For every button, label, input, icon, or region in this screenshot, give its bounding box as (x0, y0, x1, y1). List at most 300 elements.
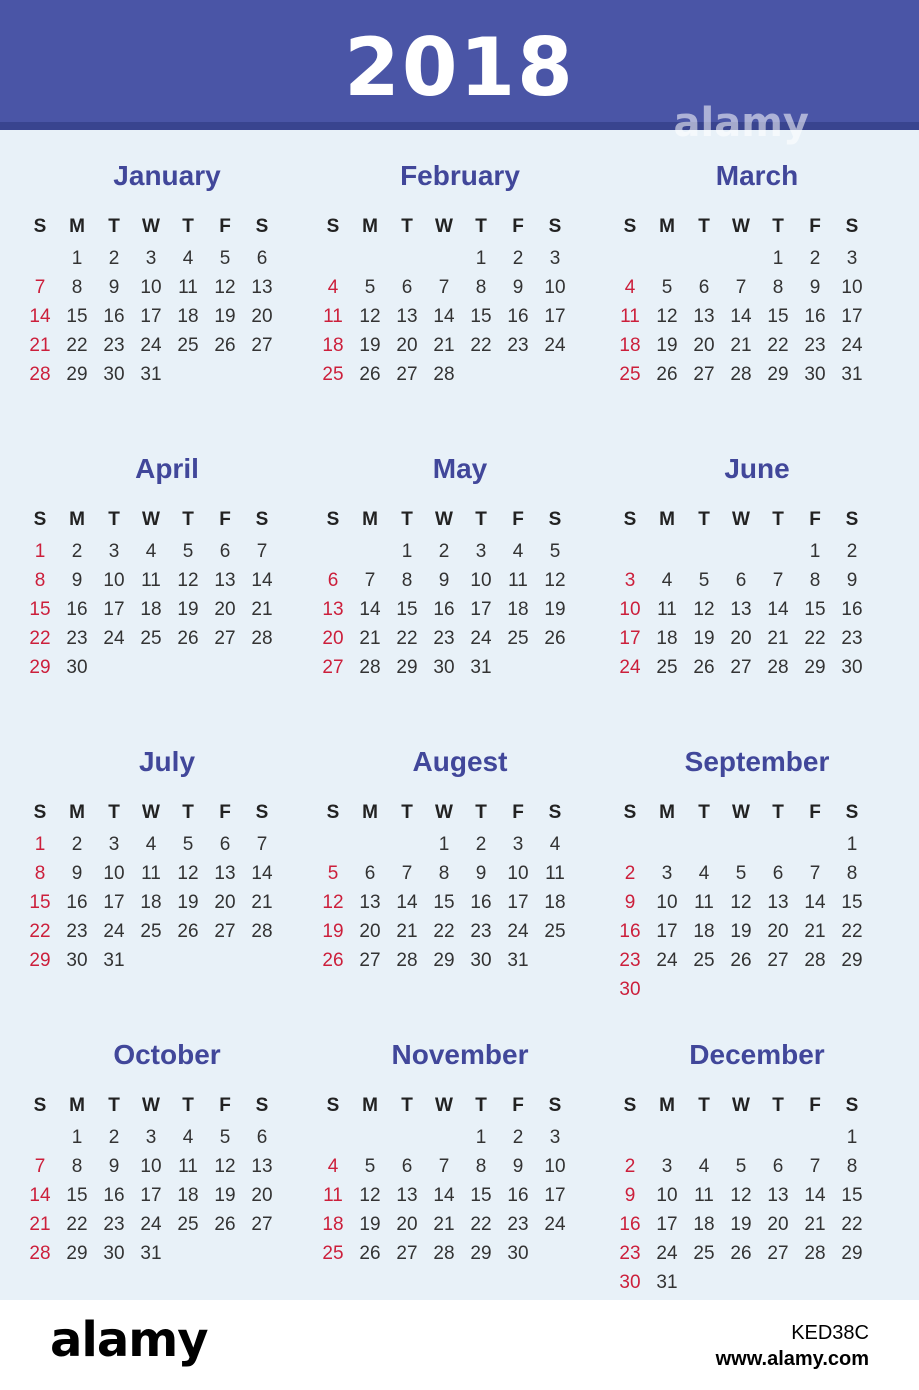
day-cell: 14 (359, 599, 381, 620)
day-cell: 7 (438, 277, 450, 298)
day-cell: 16 (804, 306, 826, 327)
day-cell: 6 (364, 863, 376, 884)
weekday-label: S (326, 216, 340, 237)
day-cell: 5 (219, 1127, 231, 1148)
day-cell: 19 (359, 1214, 381, 1235)
day-cell: 9 (512, 277, 524, 298)
weekday-label: S (548, 1095, 562, 1116)
day-cell: 11 (694, 892, 714, 913)
day-cell: 28 (251, 628, 273, 649)
day-cell: 12 (730, 892, 752, 913)
weekday-label: T (108, 509, 120, 530)
weekday-label: S (326, 1095, 340, 1116)
day-cell: 26 (730, 1243, 752, 1264)
day-cell: 26 (693, 657, 715, 678)
day-cell: 17 (656, 1214, 678, 1235)
day-cell: 24 (656, 1243, 678, 1264)
day-cell: 26 (359, 364, 381, 385)
day-cell: 28 (804, 950, 826, 971)
month-april (22, 423, 312, 683)
day-cell: 18 (322, 335, 344, 356)
month-july (22, 716, 312, 976)
day-cell: 7 (401, 863, 413, 884)
day-cell: 8 (401, 570, 413, 591)
day-cell: 23 (103, 1214, 125, 1235)
day-cell: 25 (140, 921, 162, 942)
day-cell: 31 (140, 364, 162, 385)
day-cell: 24 (140, 335, 162, 356)
day-cell: 19 (730, 1214, 752, 1235)
day-cell: 26 (656, 364, 678, 385)
day-cell: 16 (103, 1185, 125, 1206)
weekday-label: F (512, 216, 524, 237)
weekday-label: W (435, 802, 453, 823)
day-cell: 4 (512, 541, 524, 562)
day-cell: 20 (214, 892, 236, 913)
day-cell: 21 (730, 335, 752, 356)
weekday-label: M (362, 1095, 378, 1116)
weekday-label: T (772, 1095, 784, 1116)
month-june (612, 423, 902, 683)
day-cell: 7 (772, 570, 784, 591)
month-name: May (432, 453, 488, 484)
day-cell: 25 (693, 1243, 715, 1264)
day-cell: 21 (433, 335, 455, 356)
day-cell: 5 (364, 277, 376, 298)
day-cell: 2 (475, 834, 487, 855)
day-cell: 6 (219, 834, 231, 855)
day-cell: 20 (767, 1214, 789, 1235)
day-cell: 27 (251, 335, 273, 356)
day-cell: 16 (841, 599, 863, 620)
day-cell: 3 (145, 1127, 157, 1148)
day-cell: 16 (507, 1185, 529, 1206)
day-cell: 14 (251, 570, 273, 591)
day-cell: 10 (140, 277, 162, 298)
day-cell: 22 (841, 921, 863, 942)
weekday-label: M (69, 509, 85, 530)
weekday-label: F (512, 802, 524, 823)
day-cell: 9 (512, 1156, 524, 1177)
day-cell: 28 (730, 364, 752, 385)
day-cell: 25 (322, 1243, 344, 1264)
day-cell: 3 (512, 834, 524, 855)
day-cell: 11 (323, 1185, 343, 1206)
day-cell: 21 (251, 892, 273, 913)
day-cell: 27 (693, 364, 715, 385)
day-cell: 19 (544, 599, 566, 620)
day-cell: 4 (327, 277, 339, 298)
day-cell: 1 (34, 541, 46, 562)
day-cell: 12 (177, 570, 199, 591)
weekday-label: M (69, 1095, 85, 1116)
day-cell: 28 (433, 1243, 455, 1264)
day-cell: 22 (767, 335, 789, 356)
day-cell: 2 (71, 541, 83, 562)
day-cell: 21 (433, 1214, 455, 1235)
day-cell: 13 (359, 892, 381, 913)
day-cell: 10 (841, 277, 863, 298)
weekday-label: S (326, 509, 340, 530)
day-cell: 18 (656, 628, 678, 649)
day-cell: 16 (619, 1214, 641, 1235)
day-cell: 4 (327, 1156, 339, 1177)
day-cell: 19 (322, 921, 344, 942)
weekday-label: S (255, 802, 269, 823)
weekday-label: S (623, 1095, 637, 1116)
day-cell: 22 (470, 1214, 492, 1235)
weekday-label: F (809, 1095, 821, 1116)
day-cell: 17 (619, 628, 641, 649)
day-cell: 31 (103, 950, 125, 971)
day-cell: 9 (624, 1185, 636, 1206)
day-cell: 27 (396, 1243, 418, 1264)
day-cell: 5 (364, 1156, 376, 1177)
weekday-label: M (659, 216, 675, 237)
weekday-label: T (698, 1095, 710, 1116)
month-february (315, 130, 605, 390)
weekday-label: W (732, 1095, 750, 1116)
day-cell: 12 (730, 1185, 752, 1206)
day-cell: 25 (322, 364, 344, 385)
day-cell: 7 (364, 570, 376, 591)
weekday-label: S (33, 216, 47, 237)
day-cell: 2 (512, 1127, 524, 1148)
day-cell: 20 (322, 628, 344, 649)
day-cell: 22 (396, 628, 418, 649)
day-cell: 11 (178, 1156, 198, 1177)
day-cell: 9 (108, 277, 120, 298)
weekday-label: T (772, 216, 784, 237)
day-cell: 10 (544, 277, 566, 298)
day-cell: 27 (214, 628, 236, 649)
day-cell: 29 (470, 1243, 492, 1264)
weekday-label: T (401, 802, 413, 823)
day-cell: 23 (804, 335, 826, 356)
image-id: KED38C (791, 1322, 869, 1344)
day-cell: 23 (619, 1243, 641, 1264)
month-name: February (400, 160, 520, 191)
day-cell: 1 (846, 1127, 858, 1148)
day-cell: 22 (470, 335, 492, 356)
weekday-label: F (219, 1095, 231, 1116)
day-cell: 5 (219, 248, 231, 269)
day-cell: 4 (698, 1156, 710, 1177)
day-cell: 12 (544, 570, 566, 591)
day-cell: 16 (507, 306, 529, 327)
day-cell: 18 (177, 306, 199, 327)
day-cell: 28 (359, 657, 381, 678)
day-cell: 12 (214, 1156, 236, 1177)
day-cell: 20 (730, 628, 752, 649)
day-cell: 24 (544, 335, 566, 356)
weekday-label: T (475, 1095, 487, 1116)
day-cell: 27 (322, 657, 344, 678)
day-cell: 16 (103, 306, 125, 327)
weekday-label: M (362, 802, 378, 823)
day-cell: 15 (29, 892, 51, 913)
weekday-label: T (401, 509, 413, 530)
day-cell: 21 (29, 335, 51, 356)
day-cell: 12 (359, 1185, 381, 1206)
day-cell: 5 (735, 863, 747, 884)
day-cell: 18 (693, 921, 715, 942)
day-cell: 17 (841, 306, 863, 327)
day-cell: 23 (507, 1214, 529, 1235)
day-cell: 9 (71, 863, 83, 884)
day-cell: 15 (470, 1185, 492, 1206)
day-cell: 29 (29, 950, 51, 971)
weekday-label: T (182, 1095, 194, 1116)
day-cell: 4 (145, 834, 157, 855)
day-cell: 28 (396, 950, 418, 971)
day-cell: 22 (804, 628, 826, 649)
day-cell: 10 (619, 599, 641, 620)
day-cell: 9 (624, 892, 636, 913)
day-cell: 12 (214, 277, 236, 298)
day-cell: 23 (433, 628, 455, 649)
day-cell: 2 (512, 248, 524, 269)
day-cell: 5 (182, 834, 194, 855)
day-cell: 20 (396, 335, 418, 356)
weekday-label: S (845, 509, 859, 530)
weekday-label: M (362, 509, 378, 530)
day-cell: 24 (656, 950, 678, 971)
day-cell: 17 (103, 892, 125, 913)
day-cell: 6 (698, 277, 710, 298)
day-cell: 17 (470, 599, 492, 620)
day-cell: 15 (66, 1185, 88, 1206)
day-cell: 8 (846, 1156, 858, 1177)
day-cell: 11 (657, 599, 677, 620)
day-cell: 10 (103, 863, 125, 884)
day-cell: 8 (71, 277, 83, 298)
day-cell: 18 (177, 1185, 199, 1206)
day-cell: 14 (804, 1185, 826, 1206)
day-cell: 4 (182, 248, 194, 269)
weekday-label: F (512, 509, 524, 530)
day-cell: 26 (322, 950, 344, 971)
day-cell: 30 (66, 950, 88, 971)
day-cell: 30 (433, 657, 455, 678)
weekday-label: F (809, 802, 821, 823)
day-cell: 16 (66, 599, 88, 620)
day-cell: 15 (841, 892, 863, 913)
day-cell: 26 (177, 921, 199, 942)
day-cell: 6 (256, 248, 268, 269)
day-cell: 14 (433, 1185, 455, 1206)
day-cell: 10 (470, 570, 492, 591)
month-augest (315, 716, 605, 976)
day-cell: 19 (177, 892, 199, 913)
day-cell: 17 (507, 892, 529, 913)
day-cell: 10 (656, 1185, 678, 1206)
day-cell: 1 (34, 834, 46, 855)
day-cell: 22 (841, 1214, 863, 1235)
day-cell: 26 (730, 950, 752, 971)
day-cell: 25 (177, 335, 199, 356)
month-name: April (135, 453, 199, 484)
day-cell: 15 (470, 306, 492, 327)
day-cell: 1 (438, 834, 450, 855)
day-cell: 1 (71, 1127, 83, 1148)
day-cell: 10 (507, 863, 529, 884)
day-cell: 30 (804, 364, 826, 385)
day-cell: 16 (66, 892, 88, 913)
day-cell: 23 (66, 628, 88, 649)
day-cell: 13 (322, 599, 344, 620)
day-cell: 21 (804, 921, 826, 942)
day-cell: 7 (438, 1156, 450, 1177)
day-cell: 23 (103, 335, 125, 356)
day-cell: 5 (698, 570, 710, 591)
month-march (612, 130, 902, 390)
day-cell: 21 (359, 628, 381, 649)
day-cell: 5 (327, 863, 339, 884)
day-cell: 19 (656, 335, 678, 356)
day-cell: 2 (108, 1127, 120, 1148)
day-cell: 27 (251, 1214, 273, 1235)
weekday-label: W (142, 1095, 160, 1116)
weekday-label: W (435, 1095, 453, 1116)
day-cell: 8 (34, 570, 46, 591)
day-cell: 25 (140, 628, 162, 649)
day-cell: 19 (214, 306, 236, 327)
day-cell: 25 (177, 1214, 199, 1235)
day-cell: 27 (730, 657, 752, 678)
day-cell: 14 (29, 306, 51, 327)
weekday-label: T (108, 802, 120, 823)
day-cell: 5 (661, 277, 673, 298)
day-cell: 28 (767, 657, 789, 678)
day-cell: 23 (507, 335, 529, 356)
day-cell: 9 (475, 863, 487, 884)
day-cell: 11 (178, 277, 198, 298)
day-cell: 7 (34, 277, 46, 298)
weekday-label: W (435, 216, 453, 237)
day-cell: 12 (693, 599, 715, 620)
footer-logo: alamy (50, 1312, 208, 1368)
day-cell: 20 (693, 335, 715, 356)
day-cell: 22 (29, 921, 51, 942)
day-cell: 3 (661, 1156, 673, 1177)
day-cell: 11 (141, 570, 161, 591)
day-cell: 20 (251, 1185, 273, 1206)
weekday-label: T (475, 509, 487, 530)
day-cell: 13 (214, 863, 236, 884)
day-cell: 20 (359, 921, 381, 942)
day-cell: 9 (846, 570, 858, 591)
day-cell: 3 (624, 570, 636, 591)
day-cell: 31 (470, 657, 492, 678)
weekday-label: T (475, 216, 487, 237)
day-cell: 3 (108, 834, 120, 855)
day-cell: 23 (841, 628, 863, 649)
day-cell: 22 (29, 628, 51, 649)
day-cell: 11 (620, 306, 640, 327)
weekday-label: F (809, 216, 821, 237)
day-cell: 7 (256, 541, 268, 562)
day-cell: 12 (656, 306, 678, 327)
weekday-label: T (772, 802, 784, 823)
day-cell: 14 (396, 892, 418, 913)
weekday-label: M (362, 216, 378, 237)
weekday-label: T (698, 216, 710, 237)
day-cell: 30 (470, 950, 492, 971)
day-cell: 3 (108, 541, 120, 562)
day-cell: 20 (251, 306, 273, 327)
day-cell: 29 (396, 657, 418, 678)
day-cell: 28 (433, 364, 455, 385)
weekday-label: F (809, 509, 821, 530)
day-cell: 22 (433, 921, 455, 942)
day-cell: 24 (841, 335, 863, 356)
footer-bar (0, 1300, 919, 1390)
day-cell: 5 (735, 1156, 747, 1177)
day-cell: 7 (809, 1156, 821, 1177)
day-cell: 30 (103, 1243, 125, 1264)
day-cell: 29 (841, 950, 863, 971)
day-cell: 29 (66, 364, 88, 385)
day-cell: 27 (359, 950, 381, 971)
weekday-label: M (659, 509, 675, 530)
weekday-label: M (69, 216, 85, 237)
day-cell: 22 (66, 1214, 88, 1235)
day-cell: 31 (656, 1272, 678, 1293)
day-cell: 10 (103, 570, 125, 591)
day-cell: 28 (29, 1243, 51, 1264)
day-cell: 17 (103, 599, 125, 620)
day-cell: 6 (735, 570, 747, 591)
day-cell: 1 (846, 834, 858, 855)
weekday-label: W (435, 509, 453, 530)
day-cell: 7 (735, 277, 747, 298)
day-cell: 18 (544, 892, 566, 913)
month-name: June (724, 453, 790, 484)
day-cell: 8 (438, 863, 450, 884)
day-cell: 15 (29, 599, 51, 620)
day-cell: 16 (433, 599, 455, 620)
day-cell: 15 (396, 599, 418, 620)
day-cell: 18 (619, 335, 641, 356)
month-october (22, 1009, 312, 1269)
day-cell: 8 (34, 863, 46, 884)
day-cell: 4 (182, 1127, 194, 1148)
day-cell: 28 (251, 921, 273, 942)
weekday-label: F (219, 216, 231, 237)
footer-url: www.alamy.com (715, 1348, 869, 1370)
day-cell: 3 (475, 541, 487, 562)
header-banner (0, 0, 919, 146)
day-cell: 3 (549, 248, 561, 269)
day-cell: 12 (177, 863, 199, 884)
day-cell: 24 (544, 1214, 566, 1235)
day-cell: 21 (804, 1214, 826, 1235)
day-cell: 6 (401, 277, 413, 298)
day-cell: 24 (470, 628, 492, 649)
day-cell: 6 (401, 1156, 413, 1177)
day-cell: 14 (251, 863, 273, 884)
day-cell: 30 (507, 1243, 529, 1264)
day-cell: 8 (71, 1156, 83, 1177)
day-cell: 14 (767, 599, 789, 620)
day-cell: 8 (846, 863, 858, 884)
weekday-label: S (623, 802, 637, 823)
day-cell: 16 (470, 892, 492, 913)
month-name: March (715, 160, 799, 191)
day-cell: 27 (767, 950, 789, 971)
day-cell: 2 (809, 248, 821, 269)
